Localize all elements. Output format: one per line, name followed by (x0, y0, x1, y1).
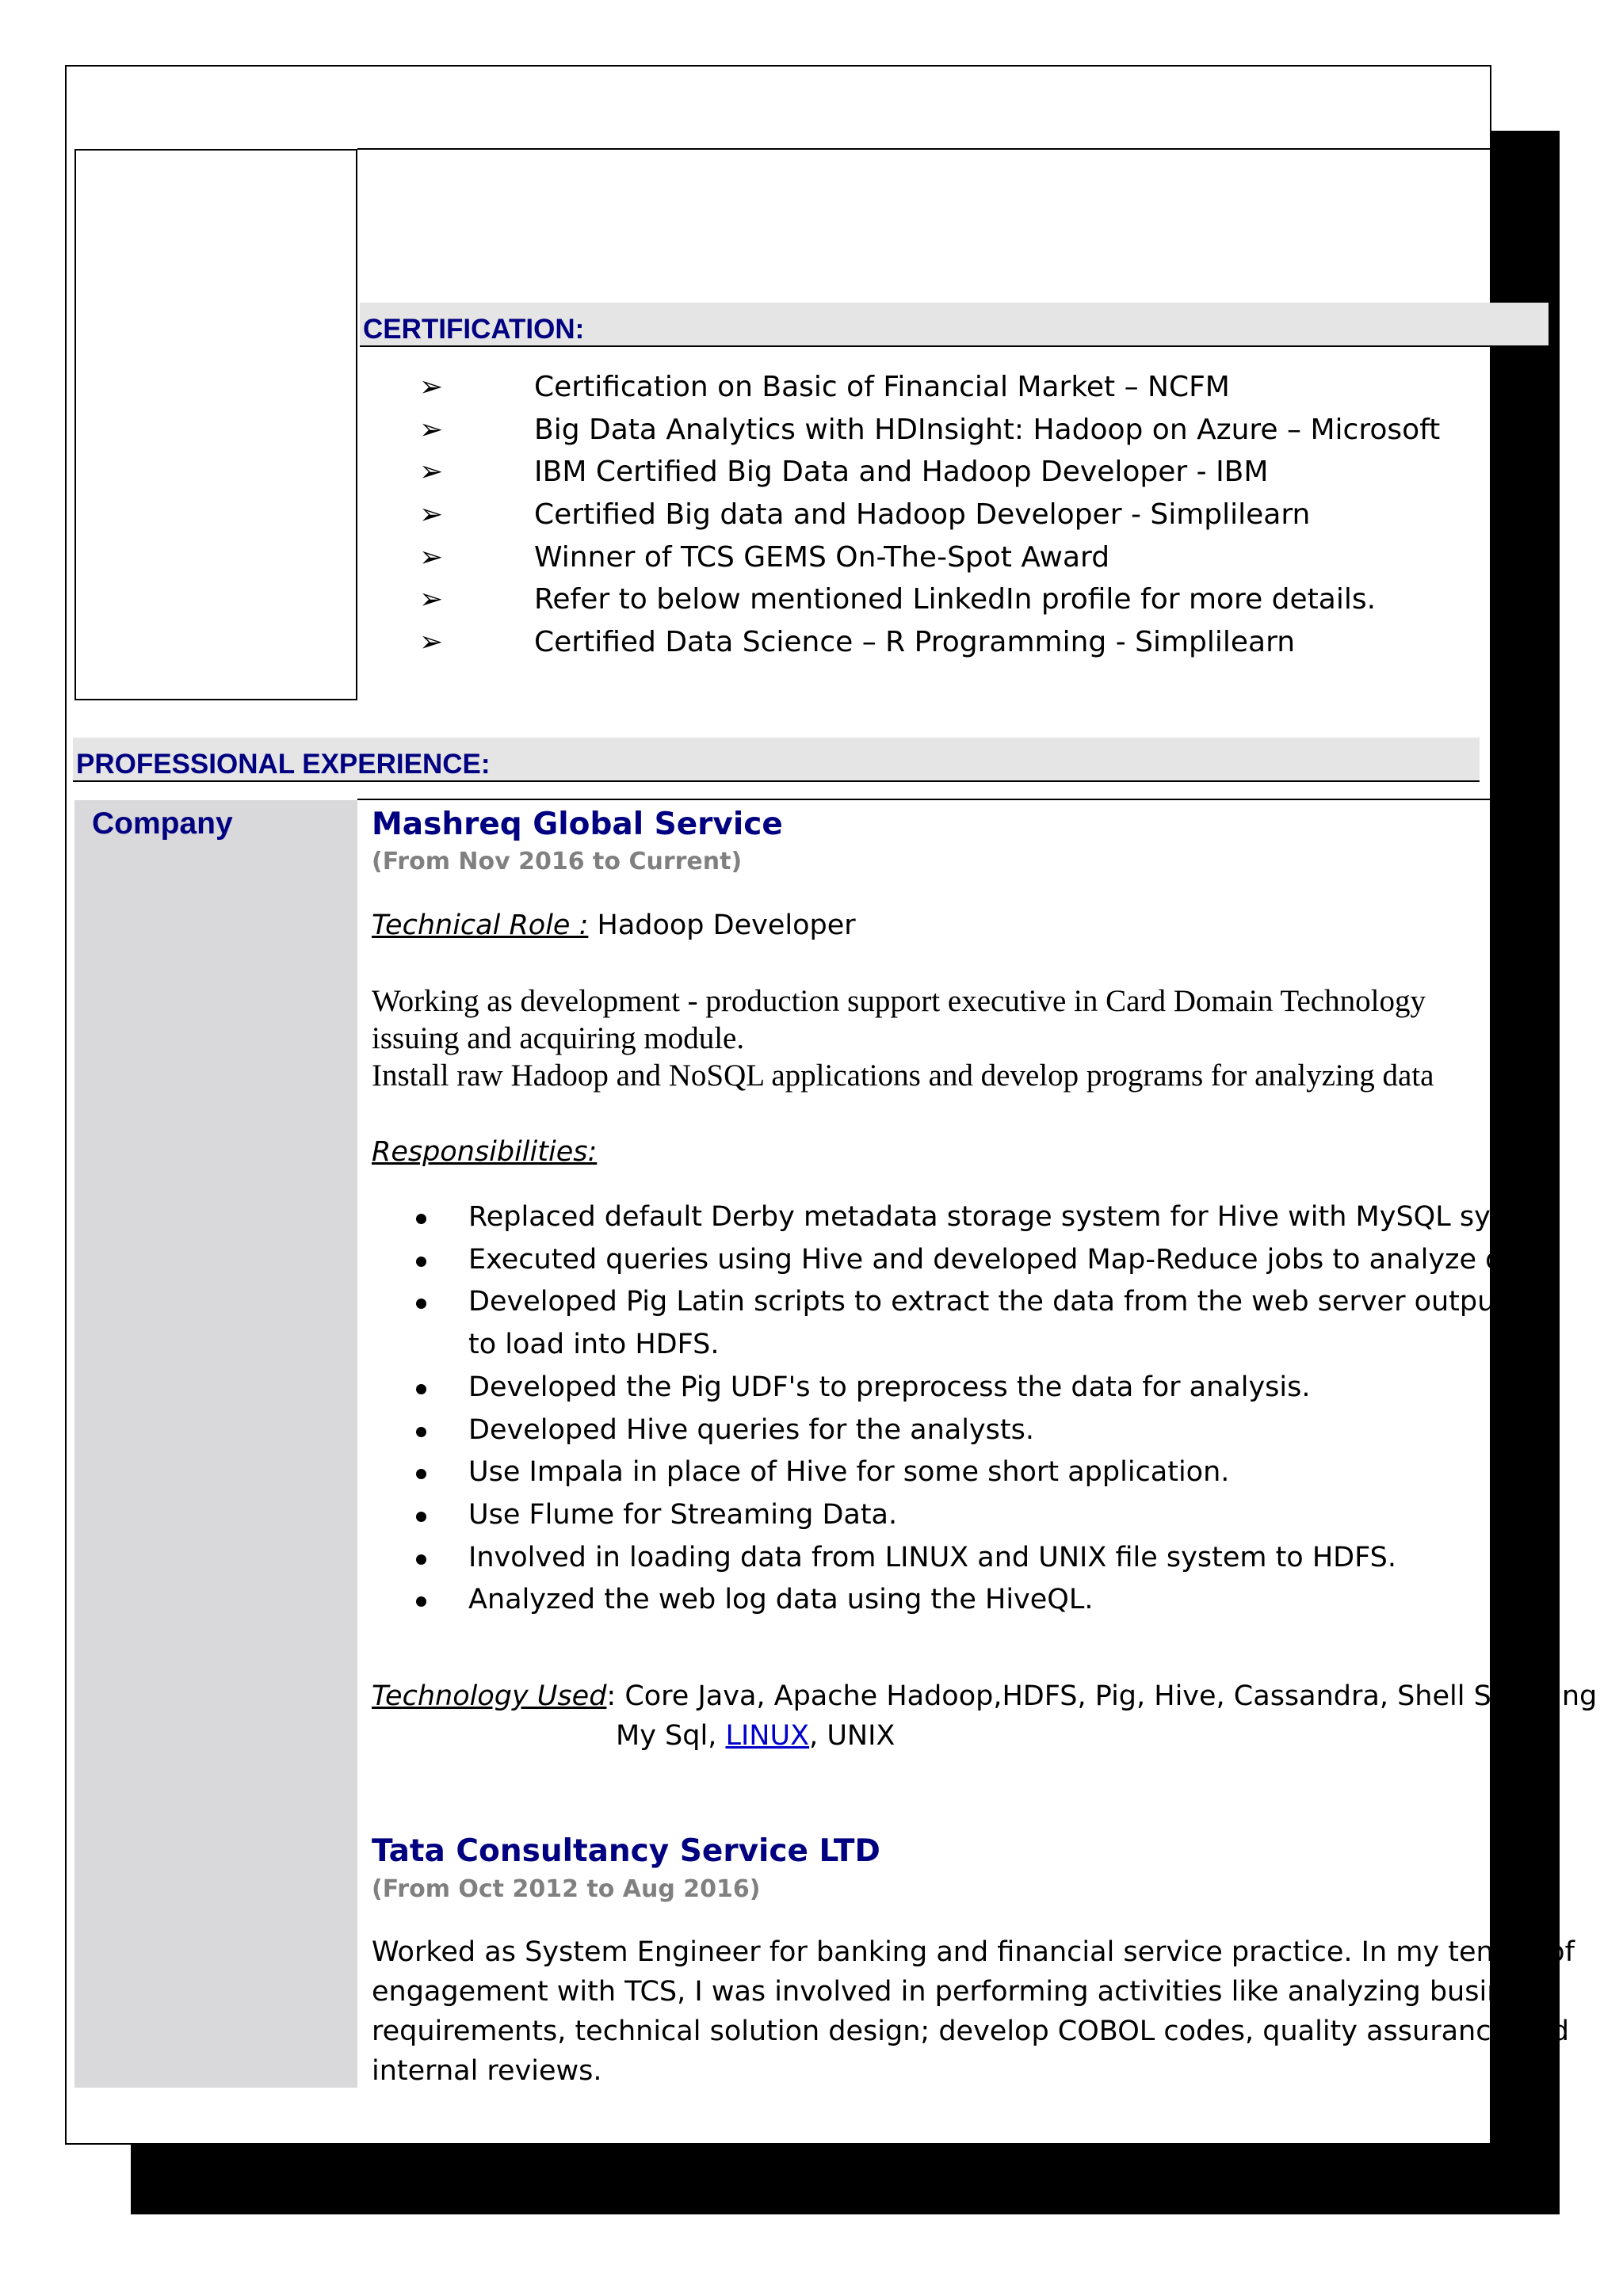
bullet-dot-icon (416, 1299, 426, 1309)
responsibility-item: Developed Pig Latin scripts to extract the data from the web server output file (372, 1281, 1560, 1324)
bullet-dot-icon (416, 1257, 426, 1267)
arrow-bullet-icon: ➢ (419, 413, 444, 446)
job2-company-name: Tata Consultancy Service LTD (372, 1833, 880, 1869)
certification-item: ➢ Certification on Basic of Financial Market – NCFM (419, 366, 1529, 409)
certification-item: ➢ Big Data Analytics with HDInsight: Hadoop on Azure – Microsoft (419, 409, 1529, 452)
responsibility-item: Involved in loading data from LINUX and UNIX file system to HDFS. (372, 1537, 1560, 1580)
bullet-dot-icon (416, 1469, 426, 1479)
job1-dates: (From Nov 2016 to Current) (372, 848, 743, 875)
responsibility-item: Executed queries using Hive and developed Map-Reduce jobs to analyze data (372, 1239, 1560, 1282)
bullet-dot-icon (416, 1596, 426, 1607)
job2-summary-line: internal reviews. (372, 2055, 602, 2087)
arrow-bullet-icon: ➢ (419, 371, 444, 403)
role-label: Technical Role : (372, 910, 589, 941)
responsibilities-list (372, 1196, 1560, 1622)
job1-summary-line: Install raw Hadoop and NoSQL applications and develop programs for analyzing data (372, 1058, 1434, 1093)
arrow-bullet-icon: ➢ (419, 540, 444, 574)
job2-dates: (From Oct 2012 to Aug 2016) (372, 1875, 761, 1903)
arrow-bullet-icon: ➢ (419, 498, 444, 532)
certification-item: ➢ Refer to below mentioned LinkedIn profile for more details. (419, 578, 1529, 621)
responsibility-item: Replaced default Derby metadata storage system for Hive with MySQL system (372, 1196, 1560, 1239)
role-value: Hadoop Developer (588, 910, 856, 941)
responsibility-item: Analyzed the web log data using the HiveQL. (372, 1579, 1560, 1622)
experience-heading: PROFESSIONAL EXPERIENCE: (76, 749, 491, 780)
job1-role (372, 910, 856, 941)
resume-page (65, 65, 1598, 2145)
arrow-bullet-icon: ➢ (419, 456, 444, 489)
page-shadow-bottom (131, 2145, 1560, 2214)
technology-used-line-2: My Sql, LINUX, UNIX (616, 1720, 896, 1752)
header-rule (357, 148, 1546, 150)
experience-section-bar (73, 738, 1480, 782)
responsibility-item-continued: to load into HDFS. (468, 1329, 720, 1361)
linux-link[interactable]: LINUX (725, 1720, 810, 1752)
certification-item: ➢ Certified Data Science – R Programming - Simplilearn (419, 621, 1529, 664)
certification-heading: CERTIFICATION: (363, 314, 585, 345)
bullet-dot-icon (416, 1214, 426, 1224)
experience-rule (357, 799, 1546, 800)
arrow-bullet-icon: ➢ (419, 626, 444, 659)
photo-placeholder (74, 149, 357, 700)
bullet-dot-icon (416, 1427, 426, 1437)
company-label-column (74, 800, 357, 2088)
responsibilities-label: Responsibilities: (372, 1136, 598, 1168)
certification-section-bar (360, 303, 1549, 347)
job1-summary-line: Working as development - production support executive in Card Domain Technology (372, 984, 1426, 1018)
responsibility-item: Use Impala in place of Hive for some short application. (372, 1451, 1560, 1494)
bullet-dot-icon (416, 1384, 426, 1394)
certification-list (419, 366, 1529, 664)
technology-used-line: Technology Used: Core Java, Apache Hadoop,HDFS, Pig, Hive, Cassandra, Shell Scripting (372, 1680, 1598, 1712)
responsibility-item: Developed the Pig UDF's to preprocess the data for analysis. (372, 1367, 1560, 1409)
responsibility-item: Developed Hive queries for the analysts. (372, 1409, 1560, 1452)
bullet-dot-icon (416, 1554, 426, 1565)
job1-company-name: Mashreq Global Service (372, 807, 783, 842)
job2-summary-line: engagement with TCS, I was involved in performing activities like analyzing business (372, 1976, 1551, 2008)
certification-item: ➢ Certified Big data and Hadoop Developer - Simplilearn (419, 494, 1529, 536)
technology-label: Technology Used (372, 1680, 607, 1712)
arrow-bullet-icon: ➢ (419, 583, 444, 616)
certification-item: ➢ Winner of TCS GEMS On-The-Spot Award (419, 536, 1529, 579)
job1-summary-line: issuing and acquiring module. (372, 1021, 745, 1055)
certification-item: ➢ IBM Certified Big Data and Hadoop Developer - IBM (419, 451, 1529, 494)
job2-summary-line: requirements, technical solution design; develop COBOL codes, quality assurance and (372, 2016, 1569, 2047)
responsibility-item: Use Flume for Streaming Data. (372, 1494, 1560, 1537)
bullet-dot-icon (416, 1512, 426, 1522)
company-label: Company (92, 807, 233, 841)
job2-summary-line: Worked as System Engineer for banking and financial service practice. In my tenure of (372, 1936, 1575, 1968)
